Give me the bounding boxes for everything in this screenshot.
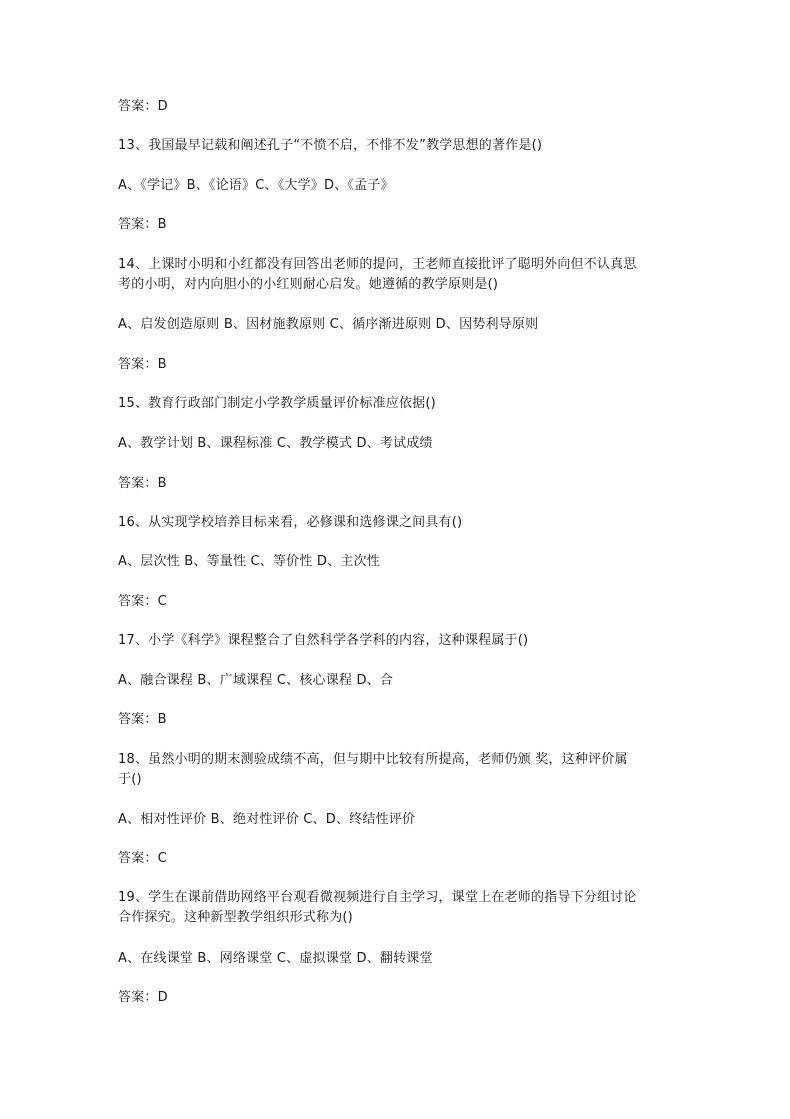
question-15: 15、教育行政部门制定小学教学质量评价标准应依据() bbox=[118, 396, 436, 411]
options-19: A、在线课堂 B、网络课堂 C、虚拟课堂 D、翻转课堂 bbox=[118, 951, 433, 966]
answer-16: 答案：C bbox=[118, 594, 167, 609]
answer-text: 答案：D bbox=[118, 99, 168, 114]
options-18: A、相对性评价 B、绝对性评价 C、D、终结性评价 bbox=[118, 812, 416, 827]
options-16: A、层次性 B、等量性 C、等价性 D、主次性 bbox=[118, 554, 380, 569]
options-15: A、教学计划 B、课程标准 C、教学模式 D、考试成绩 bbox=[118, 436, 433, 451]
answer-18: 答案：C bbox=[118, 851, 167, 866]
answer-17: 答案：B bbox=[118, 712, 167, 727]
question-19-line-1: 19、学生在课前借助网络平台观看微视频进行自主学习，课堂上在老师的指导下分组讨论 bbox=[118, 890, 637, 905]
question-19-line-2: 合作探究。这种新型教学组织形式称为() bbox=[118, 910, 353, 925]
answer-15: 答案：B bbox=[118, 476, 167, 491]
question-18-line-2: 于() bbox=[118, 772, 142, 787]
question-14-line-2: 考的小明，对内向胆小的小红则耐心启发。她遵循的教学原则是() bbox=[118, 277, 499, 292]
question-13: 13、我国最早记载和阐述孔子“不愤不启，不悱不发”教学思想的著作是() bbox=[118, 138, 543, 153]
question-17: 17、小学《科学》课程整合了自然科学各学科的内容，这种课程属于() bbox=[118, 633, 529, 648]
answer-19: 答案：D bbox=[118, 990, 168, 1005]
options-17: A、融合课程 B、广域课程 C、核心课程 D、合 bbox=[118, 673, 394, 688]
question-16: 16、从实现学校培养目标来看，必修课和选修课之间具有() bbox=[118, 515, 463, 530]
options-14: A、启发创造原则 B、因材施教原则 C、循序渐进原则 D、因势利导原则 bbox=[118, 317, 539, 332]
question-14-line-1: 14、上课时小明和小红都没有回答出老师的提问，王老师直接批评了聪明外向但不认真思 bbox=[118, 257, 637, 272]
answer-14: 答案：B bbox=[118, 357, 167, 372]
options-13: A、《学记》B、《论语》C、《大学》D、《孟子》 bbox=[118, 178, 394, 193]
answer-13: 答案：B bbox=[118, 217, 167, 232]
question-18-line-1: 18、虽然小明的期末测验成绩不高，但与期中比较有所提高，老师仍颁 奖，这种评价属 bbox=[118, 752, 628, 767]
